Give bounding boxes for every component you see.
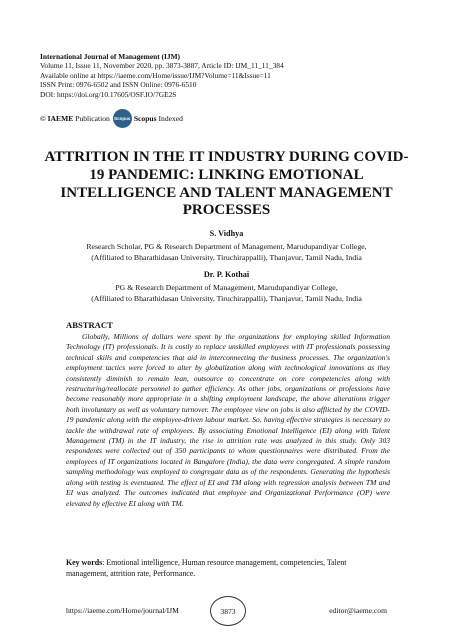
author-affiliation-line2: (Affiliated to Bharathidasan University, Tiruchirappalli), Thanjavur, Tamil Nadu, India xyxy=(91,293,362,303)
publisher-row xyxy=(40,108,183,128)
footer-url: https://iaeme.com/Home/journal/IJM xyxy=(66,606,179,615)
publication-text: Publication xyxy=(75,113,110,123)
available-online-line: Available online at https://iaeme.com/Home/issue/IJM?Volume=11&Issue=11 xyxy=(40,70,271,80)
author-affiliation-line2: (Affiliated to Bharathidasan University, Tiruchirappalli), Thanjavur, Tamil Nadu, India xyxy=(91,252,362,262)
journal-metadata xyxy=(40,52,420,99)
page-number xyxy=(210,596,246,626)
footer-email: editor@iaeme.com xyxy=(329,606,387,615)
scopus-logo-icon xyxy=(113,109,132,128)
author-affiliation-line1: Research Scholar, PG & Research Department of Management, Marudupandiyar College, xyxy=(86,242,367,252)
keywords-text: : Emotional intelligence, Human resource management, competencies, Talent management, attrition rate, Performance. xyxy=(66,558,347,578)
volume-line: Volume 11, Issue 11, November 2020, pp. 3873-3887, Article ID: IJM_11_11_384 xyxy=(40,61,284,71)
author-name: Dr. P. Kothai xyxy=(203,270,250,279)
scopus-logo-text: Scopus xyxy=(114,115,131,121)
scopus-text: Scopus xyxy=(133,113,157,123)
copyright-text: © IAEME xyxy=(40,113,74,123)
abstract-heading: ABSTRACT xyxy=(66,320,113,330)
paper-title: ATTRITION IN THE IT INDUSTRY DURING COVID-19 PANDEMIC: LINKING EMOTIONAL INTELLIGENCE AND TALENT MANAGEMENT PROCESSES xyxy=(44,149,409,219)
keywords-label: Key words xyxy=(66,558,103,567)
author-block-1 xyxy=(40,229,413,263)
indexed-text: Indexed xyxy=(158,113,183,123)
author-name: S. Vidhya xyxy=(209,229,244,238)
page-footer xyxy=(0,596,453,626)
keywords xyxy=(66,558,390,580)
author-affiliation-line1: PG & Research Department of Management, Marudupandiyar College, xyxy=(115,283,338,293)
author-block-2 xyxy=(40,270,413,304)
journal-name: International Journal of Management (IJM) xyxy=(40,52,180,61)
doi-line: DOI: https://doi.org/10.17605/OSF.IO/7GE2S xyxy=(40,89,177,99)
page-number-text: 3873 xyxy=(220,606,236,616)
issn-line: ISSN Print: 0976-6502 and ISSN Online: 0976-6510 xyxy=(40,80,197,90)
abstract-text: Globally, Millions of dollars were spent by the organizations for employing skilled Information Technology (IT) professionals. It is costly to replace unskilled employees with IT professionals possessing technical skills and competencies that aid in interconnecting the business processes. The organization's employment tactics were forced to alter by globalization along with technological innovations as they consistently diminish to remain lean, outsource to concentrate on core competencies along with restructuring/reallocate personnel to gather efficiency. As other jobs, organizations or professions have become reasonably more appropriate in a shifting employment landscape, the above alterations trigger both involuntary as well as voluntary turnover. The employee view on jobs is also afflicted by the COVID-19 pandemic along with the employee-driven labour market. So, having effective strategies is necessary to tackle the withdrawal rate of employees. By associating Emotional Intelligence (EI) along with Talent Management (TM) in the IT industry, the rise in attrition rate was analyzed in this study. Only 303 respondents were collected out of 350 participants to whom questionnaires were distributed. From the employees of IT organizations located in Bangalore (India), the data were congregated. A simple random sampling methodology was employed to congregate data as of the respondents. Generating the hypothesis along with testing is eventuated. The effect of EI and TM along with regression analysis between TM and EI was analyzed. The outcomes indicated that employee and Organizational Performance (OP) were elevated by effective EI along with TM. xyxy=(66,332,390,508)
